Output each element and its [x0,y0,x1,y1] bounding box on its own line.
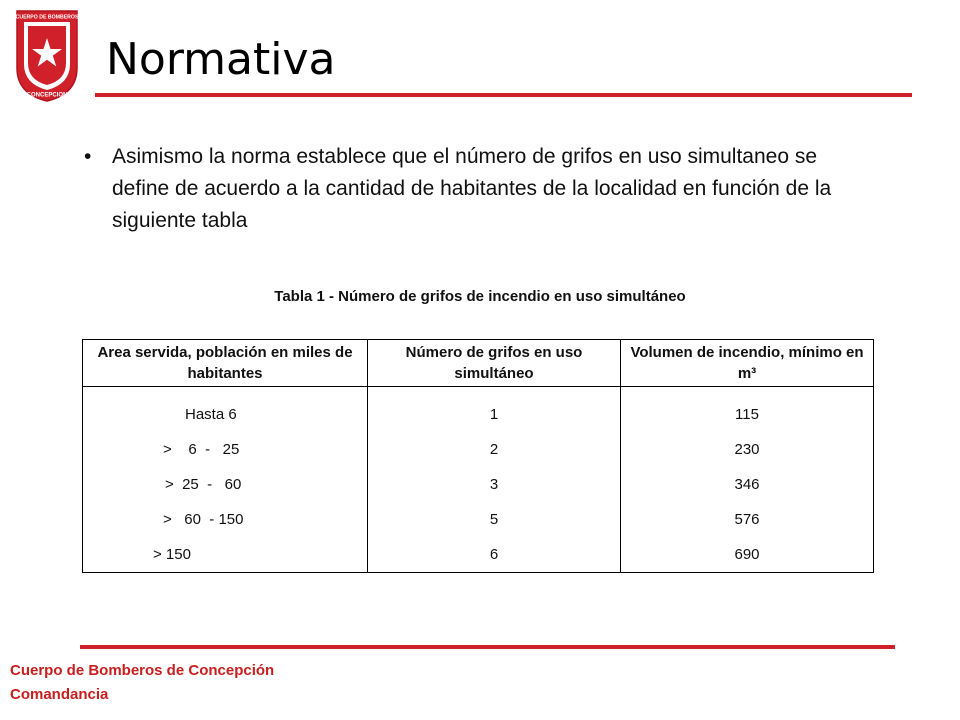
header-population: Area servida, población en miles de habitantes [83,340,368,387]
bullet-marker: • [84,145,92,168]
grifos-cell: 5 [368,502,621,537]
table-caption [0,288,960,305]
grifos-cell: 1 [368,397,621,432]
population-cell [83,502,368,537]
footer-divider [80,645,895,649]
table-row [83,537,874,573]
page-title: Normativa [106,34,336,85]
table-row [83,432,874,467]
table-spacer-row [83,387,874,398]
bullet-text: Asimismo la norma establece que el número de grifos en uso simultaneo se define de acuerdo a la cantidad de habitantes de la localidad en función de la siguiente tabla [112,145,832,232]
population-value: > 25 - 60 [165,476,242,493]
bullet-paragraph [84,141,864,237]
volumen-cell: 346 [621,467,874,502]
footer-organization: Cuerpo de Bomberos de Concepción [10,662,275,679]
population-value: > 150 [153,546,191,563]
table-row [83,397,874,432]
population-value: Hasta 6 [185,406,237,423]
population-cell [83,432,368,467]
table-header-row [83,340,874,387]
volumen-cell: 576 [621,502,874,537]
volumen-cell: 230 [621,432,874,467]
population-cell [83,537,368,573]
grifos-table [82,339,874,573]
header-grifos: Número de grifos en uso simultáneo [368,340,621,387]
table-row [83,467,874,502]
population-value: > 60 - 150 [163,511,244,528]
grifos-cell: 6 [368,537,621,573]
population-cell [83,397,368,432]
population-value: > 6 - 25 [163,441,240,458]
volumen-cell: 690 [621,537,874,573]
header-volumen: Volumen de incendio, mínimo en m³ [621,340,874,387]
logo-bottom-text: CONCEPCION [26,92,68,99]
logo-top-text: CUERPO DE BOMBEROS [15,14,79,21]
table-row [83,502,874,537]
fire-department-shield-logo [14,8,80,104]
population-cell [83,467,368,502]
footer-department: Comandancia [10,686,109,703]
grifos-cell: 2 [368,432,621,467]
table-caption-text: Tabla 1 - Número de grifos de incendio en uso simultáneo [274,288,686,305]
footer [10,659,274,707]
grifos-cell: 3 [368,467,621,502]
title-divider [95,93,912,97]
volumen-cell: 115 [621,397,874,432]
